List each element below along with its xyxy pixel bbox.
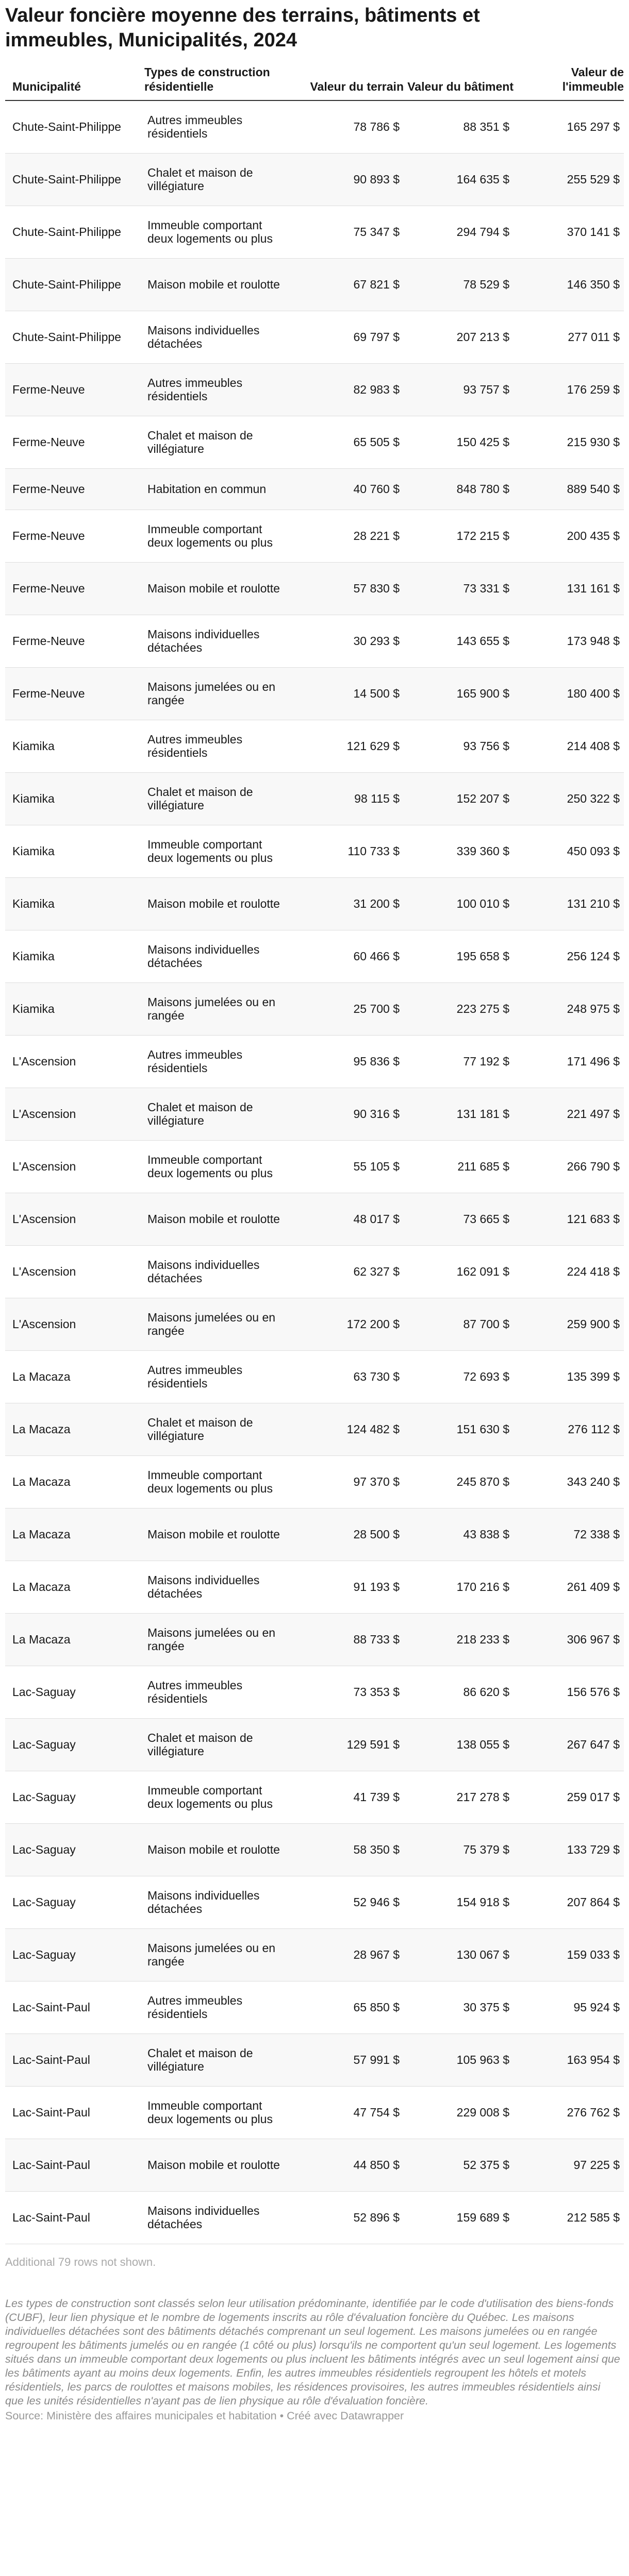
table-row [5, 510, 624, 562]
cell-type-construction: Maisons jumelées ou en rangée [144, 1298, 294, 1350]
cell-municipalite: Kiamika [5, 982, 144, 1035]
cell-valeur-terrain: 88 733 $ [294, 1613, 404, 1666]
cell-valeur-terrain: 129 591 $ [294, 1718, 404, 1771]
cell-type-construction: Autres immeubles résidentiels [144, 1350, 294, 1403]
cell-type-construction: Maison mobile et roulotte [144, 2139, 294, 2191]
cell-valeur-immeuble: 131 210 $ [514, 877, 624, 930]
cell-municipalite: Lac-Saint-Paul [5, 1981, 144, 2033]
cell-valeur-immeuble: 165 297 $ [514, 100, 624, 153]
header-valeur-terrain[interactable]: Valeur du terrain [294, 65, 404, 100]
cell-type-construction: Chalet et maison de villégiature [144, 416, 294, 468]
table-row [5, 258, 624, 311]
cell-municipalite: Lac-Saguay [5, 1666, 144, 1718]
cell-valeur-batiment: 170 216 $ [404, 1561, 514, 1613]
cell-valeur-immeuble: 176 259 $ [514, 363, 624, 416]
cell-valeur-immeuble: 250 322 $ [514, 772, 624, 825]
table-row [5, 1088, 624, 1140]
cell-type-construction: Maison mobile et roulotte [144, 1823, 294, 1876]
cell-valeur-immeuble: 266 790 $ [514, 1140, 624, 1193]
cell-valeur-terrain: 52 946 $ [294, 1876, 404, 1928]
more-rows-note: Additional 79 rows not shown. [5, 2255, 156, 2268]
table-row [5, 1035, 624, 1088]
cell-type-construction: Maison mobile et roulotte [144, 258, 294, 311]
cell-valeur-terrain: 28 500 $ [294, 1508, 404, 1561]
cell-municipalite: Chute-Saint-Philippe [5, 311, 144, 363]
table-row [5, 2191, 624, 2244]
table-row [5, 100, 624, 153]
cell-municipalite: Lac-Saint-Paul [5, 2086, 144, 2139]
cell-municipalite: L'Ascension [5, 1245, 144, 1298]
cell-valeur-immeuble: 156 576 $ [514, 1666, 624, 1718]
table-row [5, 153, 624, 206]
table-body [5, 100, 624, 2244]
cell-type-construction: Chalet et maison de villégiature [144, 153, 294, 206]
cell-valeur-terrain: 73 353 $ [294, 1666, 404, 1718]
cell-type-construction: Maison mobile et roulotte [144, 877, 294, 930]
cell-valeur-immeuble: 97 225 $ [514, 2139, 624, 2191]
cell-valeur-immeuble: 224 418 $ [514, 1245, 624, 1298]
header-valeur-batiment[interactable]: Valeur du bâtiment [404, 65, 514, 100]
cell-valeur-immeuble: 889 540 $ [514, 468, 624, 510]
table-row [5, 1508, 624, 1561]
cell-municipalite: Chute-Saint-Philippe [5, 258, 144, 311]
cell-valeur-batiment: 151 630 $ [404, 1403, 514, 1455]
cell-type-construction: Maisons individuelles détachées [144, 1876, 294, 1928]
cell-valeur-terrain: 90 893 $ [294, 153, 404, 206]
cell-valeur-batiment: 217 278 $ [404, 1771, 514, 1823]
cell-type-construction: Autres immeubles résidentiels [144, 363, 294, 416]
cell-municipalite: L'Ascension [5, 1140, 144, 1193]
cell-type-construction: Maisons jumelées ou en rangée [144, 667, 294, 720]
cell-municipalite: Lac-Saguay [5, 1928, 144, 1981]
cell-valeur-immeuble: 343 240 $ [514, 1455, 624, 1508]
cell-valeur-immeuble: 72 338 $ [514, 1508, 624, 1561]
cell-valeur-batiment: 138 055 $ [404, 1718, 514, 1771]
cell-valeur-terrain: 28 967 $ [294, 1928, 404, 1981]
cell-municipalite: Lac-Saguay [5, 1718, 144, 1771]
table-row [5, 1771, 624, 1823]
cell-type-construction: Immeuble comportant deux logements ou plus [144, 1140, 294, 1193]
page-title: Valeur foncière moyenne des terrains, bâtiments et immeubles, Municipalités, 2024 [5, 5, 480, 51]
cell-type-construction: Chalet et maison de villégiature [144, 772, 294, 825]
cell-municipalite: L'Ascension [5, 1088, 144, 1140]
cell-valeur-batiment: 43 838 $ [404, 1508, 514, 1561]
cell-type-construction: Maisons individuelles détachées [144, 2191, 294, 2244]
cell-valeur-batiment: 72 693 $ [404, 1350, 514, 1403]
cell-valeur-immeuble: 256 124 $ [514, 930, 624, 982]
cell-valeur-immeuble: 95 924 $ [514, 1981, 624, 2033]
cell-valeur-terrain: 78 786 $ [294, 100, 404, 153]
cell-type-construction: Maisons jumelées ou en rangée [144, 982, 294, 1035]
cell-valeur-immeuble: 171 496 $ [514, 1035, 624, 1088]
table-row [5, 1245, 624, 1298]
cell-valeur-immeuble: 276 112 $ [514, 1403, 624, 1455]
cell-valeur-immeuble: 221 497 $ [514, 1088, 624, 1140]
cell-type-construction: Immeuble comportant deux logements ou plus [144, 1771, 294, 1823]
cell-type-construction: Chalet et maison de villégiature [144, 1403, 294, 1455]
cell-valeur-terrain: 121 629 $ [294, 720, 404, 772]
cell-valeur-batiment: 154 918 $ [404, 1876, 514, 1928]
table-row [5, 416, 624, 468]
cell-municipalite: L'Ascension [5, 1035, 144, 1088]
cell-valeur-immeuble: 173 948 $ [514, 615, 624, 667]
cell-valeur-terrain: 47 754 $ [294, 2086, 404, 2139]
cell-type-construction: Chalet et maison de villégiature [144, 1088, 294, 1140]
cell-valeur-batiment: 195 658 $ [404, 930, 514, 982]
table-row [5, 720, 624, 772]
cell-valeur-immeuble: 306 967 $ [514, 1613, 624, 1666]
cell-municipalite: La Macaza [5, 1613, 144, 1666]
cell-valeur-terrain: 40 760 $ [294, 468, 404, 510]
cell-type-construction: Autres immeubles résidentiels [144, 1035, 294, 1088]
cell-valeur-immeuble: 215 930 $ [514, 416, 624, 468]
cell-municipalite: Kiamika [5, 930, 144, 982]
header-type-construction[interactable]: Types de construction résidentielle [144, 65, 294, 100]
table-row [5, 1928, 624, 1981]
cell-type-construction: Maison mobile et roulotte [144, 1508, 294, 1561]
cell-valeur-terrain: 91 193 $ [294, 1561, 404, 1613]
cell-type-construction: Immeuble comportant deux logements ou plus [144, 1455, 294, 1508]
cell-type-construction: Maisons jumelées ou en rangée [144, 1928, 294, 1981]
source-credit: Source: Ministère des affaires municipales et habitation • Créé avec Datawrapper [5, 2409, 404, 2422]
cell-municipalite: La Macaza [5, 1508, 144, 1561]
cell-type-construction: Maisons individuelles détachées [144, 615, 294, 667]
cell-type-construction: Maisons jumelées ou en rangée [144, 1613, 294, 1666]
cell-valeur-batiment: 75 379 $ [404, 1823, 514, 1876]
cell-valeur-immeuble: 214 408 $ [514, 720, 624, 772]
cell-valeur-immeuble: 259 900 $ [514, 1298, 624, 1350]
cell-valeur-immeuble: 259 017 $ [514, 1771, 624, 1823]
cell-municipalite: Chute-Saint-Philippe [5, 153, 144, 206]
cell-municipalite: La Macaza [5, 1561, 144, 1613]
table-header [5, 65, 624, 100]
cell-valeur-batiment: 88 351 $ [404, 100, 514, 153]
cell-municipalite: Kiamika [5, 720, 144, 772]
cell-municipalite: La Macaza [5, 1403, 144, 1455]
table-row [5, 982, 624, 1035]
cell-valeur-terrain: 97 370 $ [294, 1455, 404, 1508]
cell-valeur-batiment: 87 700 $ [404, 1298, 514, 1350]
cell-valeur-batiment: 100 010 $ [404, 877, 514, 930]
cell-type-construction: Maisons individuelles détachées [144, 1245, 294, 1298]
cell-type-construction: Autres immeubles résidentiels [144, 100, 294, 153]
cell-valeur-terrain: 65 505 $ [294, 416, 404, 468]
table-row [5, 2139, 624, 2191]
cell-type-construction: Maisons individuelles détachées [144, 1561, 294, 1613]
cell-valeur-immeuble: 276 762 $ [514, 2086, 624, 2139]
table-row [5, 468, 624, 510]
cell-valeur-terrain: 110 733 $ [294, 825, 404, 877]
cell-valeur-batiment: 218 233 $ [404, 1613, 514, 1666]
cell-valeur-terrain: 25 700 $ [294, 982, 404, 1035]
cell-valeur-batiment: 130 067 $ [404, 1928, 514, 1981]
cell-municipalite: La Macaza [5, 1455, 144, 1508]
cell-valeur-batiment: 105 963 $ [404, 2033, 514, 2086]
cell-municipalite: Kiamika [5, 877, 144, 930]
cell-valeur-terrain: 67 821 $ [294, 258, 404, 311]
header-row [5, 65, 624, 100]
table-row [5, 206, 624, 258]
cell-type-construction: Habitation en commun [144, 468, 294, 510]
table-row [5, 1666, 624, 1718]
cell-valeur-batiment: 86 620 $ [404, 1666, 514, 1718]
cell-type-construction: Maison mobile et roulotte [144, 562, 294, 615]
cell-municipalite: Ferme-Neuve [5, 667, 144, 720]
cell-valeur-terrain: 62 327 $ [294, 1245, 404, 1298]
header-valeur-immeuble[interactable]: Valeur de l'immeuble [514, 65, 624, 100]
cell-valeur-batiment: 165 900 $ [404, 667, 514, 720]
table-row [5, 1193, 624, 1245]
cell-valeur-terrain: 31 200 $ [294, 877, 404, 930]
cell-municipalite: Lac-Saguay [5, 1876, 144, 1928]
table-row [5, 930, 624, 982]
table-row [5, 1140, 624, 1193]
cell-municipalite: Ferme-Neuve [5, 615, 144, 667]
cell-valeur-terrain: 98 115 $ [294, 772, 404, 825]
cell-valeur-batiment: 78 529 $ [404, 258, 514, 311]
cell-type-construction: Maison mobile et roulotte [144, 1193, 294, 1245]
cell-type-construction: Autres immeubles résidentiels [144, 720, 294, 772]
cell-valeur-batiment: 73 665 $ [404, 1193, 514, 1245]
table-row [5, 1876, 624, 1928]
cell-valeur-batiment: 211 685 $ [404, 1140, 514, 1193]
cell-valeur-terrain: 95 836 $ [294, 1035, 404, 1088]
table-row [5, 562, 624, 615]
cell-type-construction: Chalet et maison de villégiature [144, 2033, 294, 2086]
cell-type-construction: Autres immeubles résidentiels [144, 1981, 294, 2033]
cell-valeur-terrain: 30 293 $ [294, 615, 404, 667]
cell-valeur-terrain: 172 200 $ [294, 1298, 404, 1350]
table-row [5, 1613, 624, 1666]
cell-type-construction: Immeuble comportant deux logements ou plus [144, 2086, 294, 2139]
cell-municipalite: Chute-Saint-Philippe [5, 100, 144, 153]
cell-municipalite: Ferme-Neuve [5, 363, 144, 416]
cell-valeur-batiment: 73 331 $ [404, 562, 514, 615]
table-row [5, 2033, 624, 2086]
cell-municipalite: Lac-Saguay [5, 1823, 144, 1876]
cell-valeur-immeuble: 135 399 $ [514, 1350, 624, 1403]
cell-valeur-batiment: 848 780 $ [404, 468, 514, 510]
cell-valeur-batiment: 30 375 $ [404, 1981, 514, 2033]
cell-valeur-batiment: 162 091 $ [404, 1245, 514, 1298]
cell-valeur-batiment: 245 870 $ [404, 1455, 514, 1508]
cell-valeur-terrain: 69 797 $ [294, 311, 404, 363]
cell-type-construction: Autres immeubles résidentiels [144, 1666, 294, 1718]
table-row [5, 1981, 624, 2033]
cell-valeur-immeuble: 277 011 $ [514, 311, 624, 363]
cell-valeur-batiment: 207 213 $ [404, 311, 514, 363]
cell-municipalite: L'Ascension [5, 1193, 144, 1245]
cell-valeur-immeuble: 267 647 $ [514, 1718, 624, 1771]
cell-type-construction: Maisons individuelles détachées [144, 311, 294, 363]
cell-municipalite: La Macaza [5, 1350, 144, 1403]
cell-type-construction: Immeuble comportant deux logements ou plus [144, 825, 294, 877]
cell-valeur-immeuble: 131 161 $ [514, 562, 624, 615]
table-row [5, 1350, 624, 1403]
cell-valeur-immeuble: 121 683 $ [514, 1193, 624, 1245]
cell-valeur-terrain: 48 017 $ [294, 1193, 404, 1245]
cell-valeur-batiment: 52 375 $ [404, 2139, 514, 2191]
cell-valeur-batiment: 152 207 $ [404, 772, 514, 825]
cell-valeur-batiment: 339 360 $ [404, 825, 514, 877]
cell-valeur-terrain: 14 500 $ [294, 667, 404, 720]
cell-valeur-immeuble: 200 435 $ [514, 510, 624, 562]
cell-valeur-batiment: 131 181 $ [404, 1088, 514, 1140]
table-row [5, 877, 624, 930]
cell-valeur-immeuble: 370 141 $ [514, 206, 624, 258]
cell-type-construction: Immeuble comportant deux logements ou plus [144, 510, 294, 562]
table-row [5, 311, 624, 363]
cell-valeur-terrain: 57 830 $ [294, 562, 404, 615]
cell-valeur-terrain: 57 991 $ [294, 2033, 404, 2086]
cell-valeur-batiment: 229 008 $ [404, 2086, 514, 2139]
cell-valeur-terrain: 82 983 $ [294, 363, 404, 416]
cell-valeur-immeuble: 180 400 $ [514, 667, 624, 720]
cell-municipalite: Ferme-Neuve [5, 468, 144, 510]
cell-municipalite: L'Ascension [5, 1298, 144, 1350]
cell-municipalite: Ferme-Neuve [5, 510, 144, 562]
cell-municipalite: Ferme-Neuve [5, 562, 144, 615]
cell-valeur-terrain: 60 466 $ [294, 930, 404, 982]
cell-valeur-terrain: 90 316 $ [294, 1088, 404, 1140]
cell-valeur-batiment: 294 794 $ [404, 206, 514, 258]
cell-valeur-terrain: 52 896 $ [294, 2191, 404, 2244]
cell-municipalite: Ferme-Neuve [5, 416, 144, 468]
cell-valeur-batiment: 150 425 $ [404, 416, 514, 468]
table-row [5, 615, 624, 667]
cell-valeur-terrain: 41 739 $ [294, 1771, 404, 1823]
cell-valeur-terrain: 44 850 $ [294, 2139, 404, 2191]
cell-municipalite: Lac-Saguay [5, 1771, 144, 1823]
table-row [5, 1298, 624, 1350]
table-row [5, 1823, 624, 1876]
cell-valeur-batiment: 159 689 $ [404, 2191, 514, 2244]
data-table [5, 65, 624, 2244]
table-row [5, 772, 624, 825]
cell-municipalite: Chute-Saint-Philippe [5, 206, 144, 258]
cell-municipalite: Lac-Saint-Paul [5, 2033, 144, 2086]
cell-valeur-immeuble: 261 409 $ [514, 1561, 624, 1613]
cell-valeur-terrain: 75 347 $ [294, 206, 404, 258]
cell-municipalite: Kiamika [5, 825, 144, 877]
cell-valeur-immeuble: 207 864 $ [514, 1876, 624, 1928]
cell-valeur-terrain: 63 730 $ [294, 1350, 404, 1403]
cell-valeur-batiment: 172 215 $ [404, 510, 514, 562]
cell-municipalite: Lac-Saint-Paul [5, 2139, 144, 2191]
table-row [5, 363, 624, 416]
cell-valeur-batiment: 164 635 $ [404, 153, 514, 206]
cell-valeur-terrain: 55 105 $ [294, 1140, 404, 1193]
cell-valeur-terrain: 65 850 $ [294, 1981, 404, 2033]
cell-valeur-immeuble: 450 093 $ [514, 825, 624, 877]
cell-valeur-batiment: 143 655 $ [404, 615, 514, 667]
header-municipalite[interactable]: Municipalité [5, 65, 144, 100]
table-row [5, 1561, 624, 1613]
cell-type-construction: Maisons individuelles détachées [144, 930, 294, 982]
cell-valeur-batiment: 77 192 $ [404, 1035, 514, 1088]
cell-valeur-terrain: 28 221 $ [294, 510, 404, 562]
table-row [5, 1718, 624, 1771]
table-row [5, 825, 624, 877]
cell-valeur-batiment: 93 757 $ [404, 363, 514, 416]
table-row [5, 2086, 624, 2139]
cell-type-construction: Chalet et maison de villégiature [144, 1718, 294, 1771]
table-row [5, 1455, 624, 1508]
cell-valeur-immeuble: 255 529 $ [514, 153, 624, 206]
cell-valeur-terrain: 58 350 $ [294, 1823, 404, 1876]
table-row [5, 1403, 624, 1455]
cell-valeur-terrain: 124 482 $ [294, 1403, 404, 1455]
footnotes: Les types de construction sont classés selon leur utilisation prédominante, identifiée par le code d'utilisation des biens-fonds (CUBF), leur lien physique et le nombre de logements inscrits au rôle d'évaluation foncière du Québec. Les maisons individuelles détachées sont des bâtiments détachés comprenant un seul logement. Les maisons jumelées ou en rangée regroupent les bâtiments jumelés ou en rangée (1 côté ou plus) lorsqu'ils ne comportent qu'un seul logement. Les logements situés dans un immeuble comportant deux logements ou plus incluent les bâtiments intégrés avec un seul logement ainsi que les bâtiments ayant au moins deux logements. Enfin, les autres immeubles résidentiels regroupent les hôtels et motels résidentiels, les parcs de roulottes et maisons mobiles, les résidences provisoires, les autres immeubles résidentiels ainsi que les unités résidentielles n'ayant pas de lien physique au rôle d'évaluation foncière. [5, 2297, 620, 2407]
cell-valeur-immeuble: 159 033 $ [514, 1928, 624, 1981]
cell-valeur-immeuble: 146 350 $ [514, 258, 624, 311]
cell-valeur-batiment: 93 756 $ [404, 720, 514, 772]
cell-valeur-immeuble: 248 975 $ [514, 982, 624, 1035]
cell-municipalite: Kiamika [5, 772, 144, 825]
cell-valeur-immeuble: 163 954 $ [514, 2033, 624, 2086]
cell-type-construction: Immeuble comportant deux logements ou plus [144, 206, 294, 258]
cell-valeur-batiment: 223 275 $ [404, 982, 514, 1035]
table-row [5, 667, 624, 720]
cell-valeur-immeuble: 212 585 $ [514, 2191, 624, 2244]
cell-municipalite: Lac-Saint-Paul [5, 2191, 144, 2244]
cell-valeur-immeuble: 133 729 $ [514, 1823, 624, 1876]
